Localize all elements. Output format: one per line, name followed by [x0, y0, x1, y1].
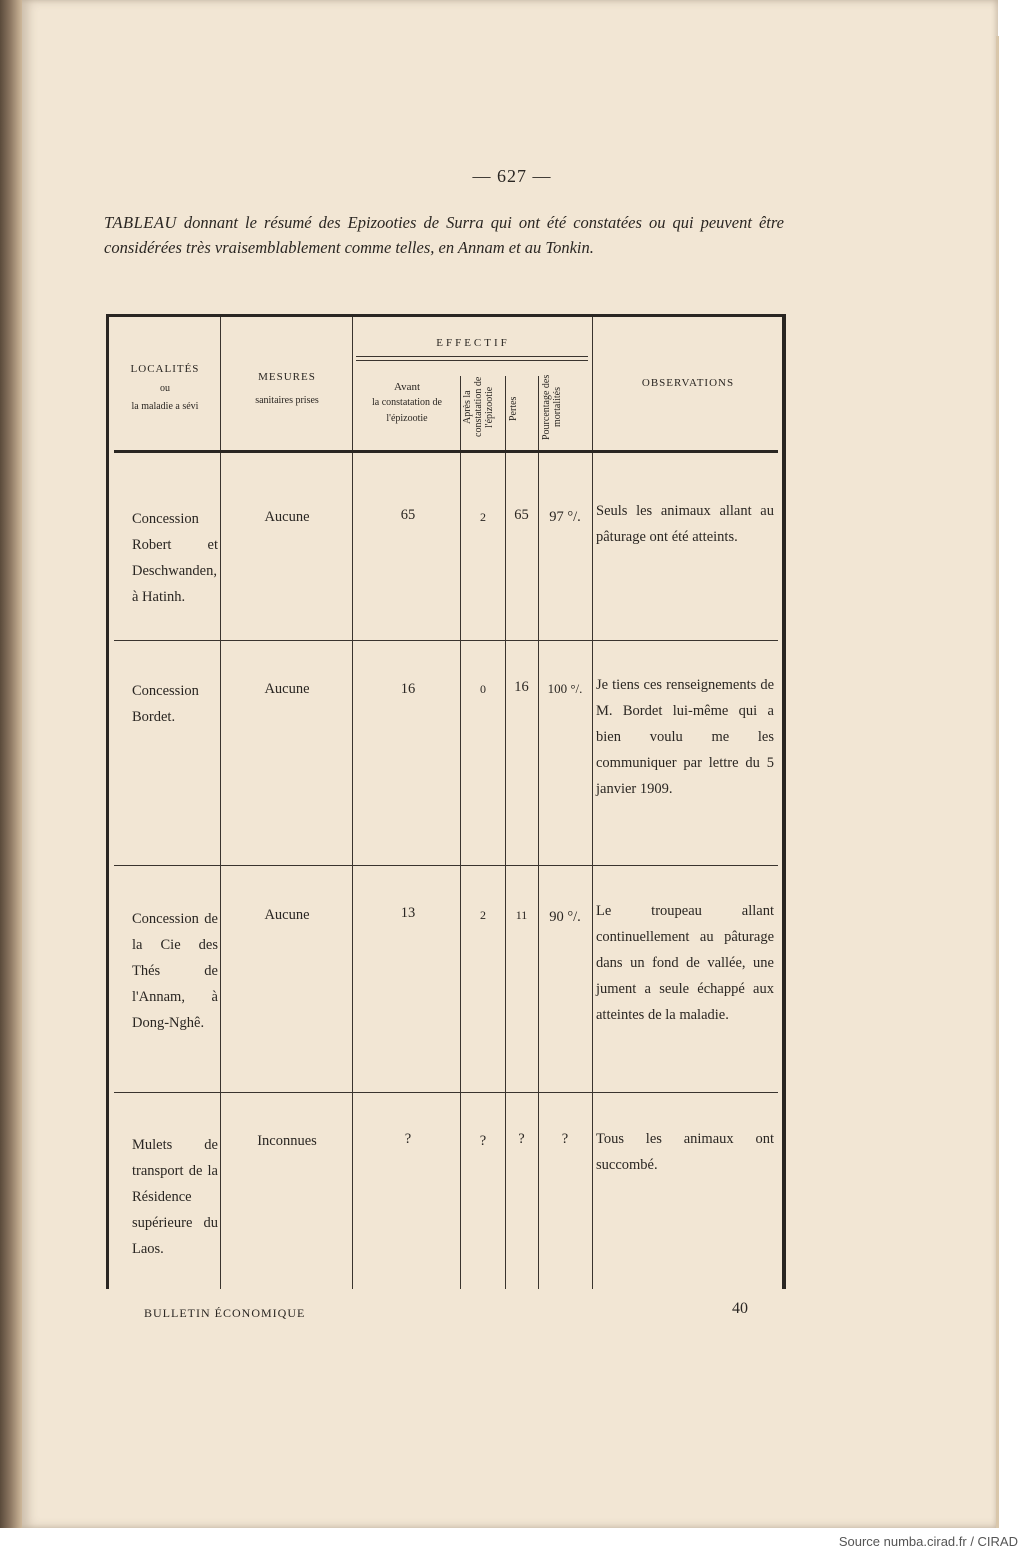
row-1-observations: Seuls les animaux allant au pâturage ont été atteints.	[596, 503, 774, 545]
row-3-mesures: Aucune	[264, 907, 310, 923]
row-divider-1	[114, 640, 778, 641]
row-divider-3	[114, 1092, 778, 1093]
header-avant-line-3: l'épizootie	[386, 413, 428, 424]
row-2-mesures: Aucune	[264, 681, 310, 697]
header-pourcentage: Pourcentage des mortalités	[541, 374, 563, 440]
table-title-lead: TABLEAU	[104, 213, 177, 232]
footer-signature-number: 40	[732, 1300, 748, 1317]
row-4-avant: ?	[404, 1131, 412, 1147]
table-title-text: donnant le résumé des Epizooties de Surra qui ont été constatées ou qui peuvent être considérées très vraisemblablement comme telles, en Annam et au Tonkin.	[104, 213, 784, 257]
header-avant-line-2: la constatation de	[372, 397, 442, 408]
row-2-apres: 0	[480, 682, 486, 696]
table-top-border	[106, 314, 786, 317]
row-2-pourcentage: 100 °/.	[547, 681, 583, 696]
row-1-apres: 2	[480, 510, 486, 524]
row-2-pertes: 16	[514, 679, 529, 695]
row-1-mesures: Aucune	[264, 509, 310, 525]
header-bottom-rule	[114, 450, 778, 453]
header-mesures-line-2: sanitaires prises	[255, 395, 319, 406]
row-1-avant: 65	[400, 507, 416, 523]
row-3-avant: 13	[400, 905, 416, 921]
row-divider-2	[114, 865, 778, 866]
footer-publication: BULLETIN ÉCONOMIQUE	[144, 1306, 306, 1320]
effectif-rule-1	[356, 356, 588, 357]
row-3-apres: 2	[480, 908, 486, 922]
page-edge	[996, 36, 999, 1528]
row-4-mesures: Inconnues	[257, 1133, 317, 1149]
table-right-border	[782, 314, 786, 1289]
col-divider-1	[220, 317, 221, 1289]
row-1-localite: Concession Robert et Deschwanden, à Hatinh.	[132, 511, 218, 605]
header-pertes: Pertes	[508, 396, 519, 422]
header-localites	[112, 362, 218, 414]
header-effectif: EFFECTIF	[436, 337, 510, 349]
row-2-observations: Je tiens ces renseignements de M. Bordet lui-même qui a bien voulu me les communiquer par lettre du 5 janvier 1909.	[596, 677, 774, 797]
header-avant	[354, 380, 460, 426]
row-2-avant: 16	[400, 681, 416, 697]
row-3-localite: Concession de la Cie des Thés de l'Annam, à Dong-Nghê.	[132, 911, 218, 1031]
table-left-border	[106, 314, 109, 1289]
row-4-pourcentage: ?	[561, 1131, 569, 1147]
header-apres: Après la constatation de l'épizootie	[462, 376, 495, 438]
row-1-pertes: 65	[514, 507, 529, 523]
row-2-localite: Concession Bordet.	[132, 683, 199, 725]
row-4-localite: Mulets de transport de la Résidence supérieure du Laos.	[132, 1137, 218, 1257]
header-avant-line-1: Avant	[393, 381, 421, 393]
row-3-observations: Le troupeau allant continuellement au pâturage dans un fond de vallée, une jument a seule échappé aux atteintes de la maladie.	[596, 903, 774, 1023]
row-4-pertes: ?	[518, 1131, 525, 1147]
col-divider-2	[352, 317, 353, 1289]
epizootic-table	[106, 314, 786, 1289]
col-divider-6	[592, 317, 593, 1289]
row-1-pourcentage: 97 °/.	[549, 509, 581, 525]
row-4-apres: ?	[479, 1133, 487, 1149]
source-credit: Source numba.cirad.fr / CIRAD	[838, 1534, 1018, 1549]
header-observations: OBSERVATIONS	[641, 377, 735, 389]
header-mesures	[224, 370, 350, 408]
table-title	[104, 210, 784, 260]
header-mesures-line-1: MESURES	[258, 371, 316, 383]
header-localites-line-1: LOCALITÉS	[130, 363, 200, 375]
header-localites-line-3: la maladie a sévi	[131, 401, 199, 412]
effectif-rule-2	[356, 360, 588, 361]
header-localites-line-2: ou	[160, 383, 170, 394]
row-3-pourcentage: 90 °/.	[549, 909, 581, 925]
page-number: — 627 —	[472, 166, 552, 186]
row-4-observations: Tous les animaux ont succombé.	[596, 1131, 774, 1173]
row-3-pertes: 11	[515, 908, 528, 922]
